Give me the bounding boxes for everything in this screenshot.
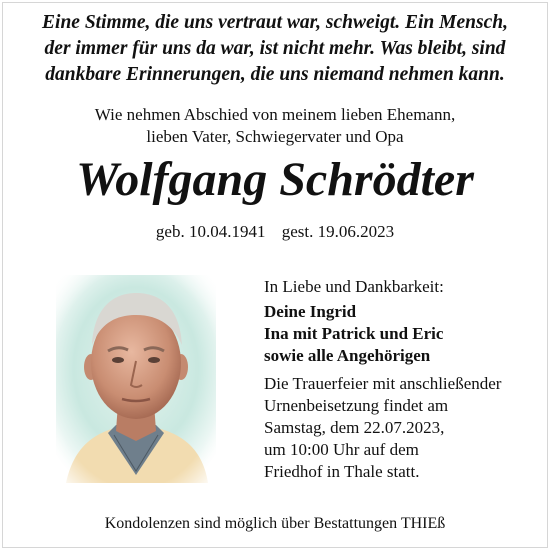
portrait-photo xyxy=(56,275,216,483)
birth-date: geb. 10.04.1941 xyxy=(155,222,266,241)
funeral-line: Urnenbeisetzung findet am xyxy=(264,396,449,415)
death-date: gest. 19.06.2023 xyxy=(281,222,395,241)
family-member: Ina mit Patrick und Eric xyxy=(264,324,444,343)
funeral-line: Friedhof in Thale statt. xyxy=(264,462,420,481)
intro-line: Wie nehmen Abschied von meinem lieben Ehemann, xyxy=(94,105,456,124)
quote-line: Eine Stimme, die uns vertraut war, schweigt. Ein Mensch, xyxy=(42,12,508,33)
intro-line: lieben Vater, Schwiegervater und Opa xyxy=(146,127,404,146)
family-member: sowie alle Angehörigen xyxy=(264,346,431,365)
memorial-quote xyxy=(18,10,532,88)
funeral-line: Die Trauerfeier mit anschließender xyxy=(264,374,502,393)
family-and-funeral-info xyxy=(264,276,544,483)
life-dates xyxy=(20,220,530,244)
funeral-line: um 10:00 Uhr auf dem xyxy=(264,440,419,459)
funeral-line: Samstag, dem 22.07.2023, xyxy=(264,418,445,437)
family-member: Deine Ingrid xyxy=(264,302,357,321)
quote-line: dankbare Erinnerungen, die uns niemand nehmen kann. xyxy=(45,64,505,85)
family-heading: In Liebe und Dankbarkeit: xyxy=(264,277,444,296)
funeral-details xyxy=(264,373,544,483)
portrait-image xyxy=(56,275,216,483)
condolence-note: Kondolenzen sind möglich über Bestattungen THIEß xyxy=(104,515,446,532)
deceased-name: Wolfgang Schrödter xyxy=(76,153,474,206)
quote-line: der immer für uns da war, ist nicht mehr. Was bleibt, sind xyxy=(44,38,506,59)
farewell-intro xyxy=(20,104,530,148)
